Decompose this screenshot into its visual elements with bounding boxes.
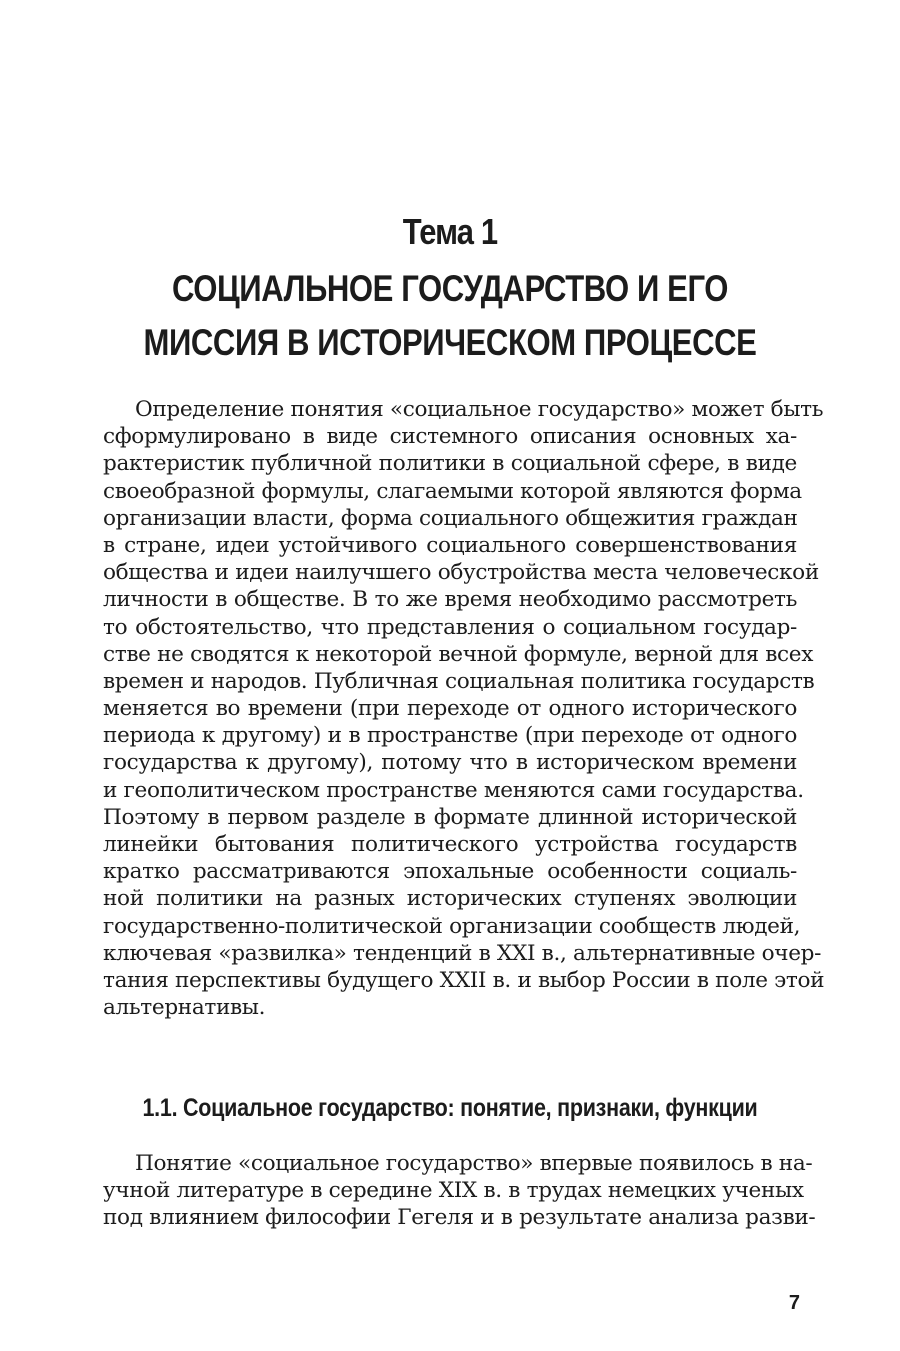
chapter-title-line: МИССИЯ В ИСТОРИЧЕСКОМ ПРОЦЕССЕ — [143, 322, 757, 363]
text-line: кратко рассматриваются эпохальные особенности социаль- — [103, 859, 797, 885]
text-line: и геополитическом пространстве меняются сами государства. — [103, 777, 804, 803]
text-line: стве не сводятся к некоторой вечной формуле, верной для всех — [103, 641, 814, 667]
text-line: альтернативы. — [103, 995, 266, 1021]
text-line: общества и идеи наилучшего обустройства места человеческой — [103, 560, 819, 586]
chapter-label: Тема 1 — [402, 211, 498, 252]
page-number: 7 — [788, 1292, 800, 1314]
text-line: то обстоятельство, что представления о социальном государ- — [103, 614, 797, 640]
text-line: учной литературе в середине XIX в. в трудах немецких ученых — [103, 1178, 804, 1204]
chapter-title — [72, 262, 828, 370]
text-line: периода к другому) и в пространстве (при переходе от одного — [103, 723, 797, 749]
intro-paragraph — [103, 396, 825, 1021]
text-line: государства к другому), потому что в историческом времени — [103, 750, 797, 776]
text-line: Определение понятия «социальное государство» может быть — [135, 397, 824, 422]
text-line: личности в обществе. В то же время необходимо рассмотреть — [103, 587, 797, 613]
chapter-title-line: СОЦИАЛЬНОЕ ГОСУДАРСТВО И ЕГО — [171, 268, 729, 309]
text-line: тания перспективы будущего XXII в. и выбор России в поле этой — [103, 967, 825, 993]
text-line: Понятие «социальное государство» впервые появилось в на- — [135, 1151, 813, 1176]
text-line: линейки бытования политического устройства государств — [103, 832, 797, 857]
text-line: ной политики на разных исторических ступенях эволюции — [103, 886, 797, 912]
text-line: ключевая «развилка» тенденций в XXI в., альтернативные очер- — [103, 940, 822, 966]
text-line: меняется во времени (при переходе от одного исторического — [103, 696, 797, 722]
text-line: Поэтому в первом разделе в формате длинной исторической — [103, 804, 797, 830]
text-line: времен и народов. Публичная социальная политика государств — [103, 668, 815, 694]
section-heading: 1.1. Социальное государство: понятие, признаки, функции — [142, 1094, 758, 1122]
text-line: в стране, идеи устойчивого социального совершенствования — [103, 532, 797, 558]
text-line: сформулировано в виде системного описания основных ха- — [103, 424, 797, 450]
text-line: государственно-политической организации сообществ людей, — [103, 913, 801, 939]
section-paragraph — [103, 1150, 816, 1232]
text-line: организации власти, форма социального общежития граждан — [103, 505, 798, 531]
text-line: своеобразной формулы, слагаемыми которой являются форма — [103, 478, 802, 504]
text-line: под влиянием философии Гегеля и в результате анализа разви- — [103, 1205, 816, 1231]
text-line: рактеристик публичной политики в социальной сфере, в виде — [103, 451, 797, 477]
